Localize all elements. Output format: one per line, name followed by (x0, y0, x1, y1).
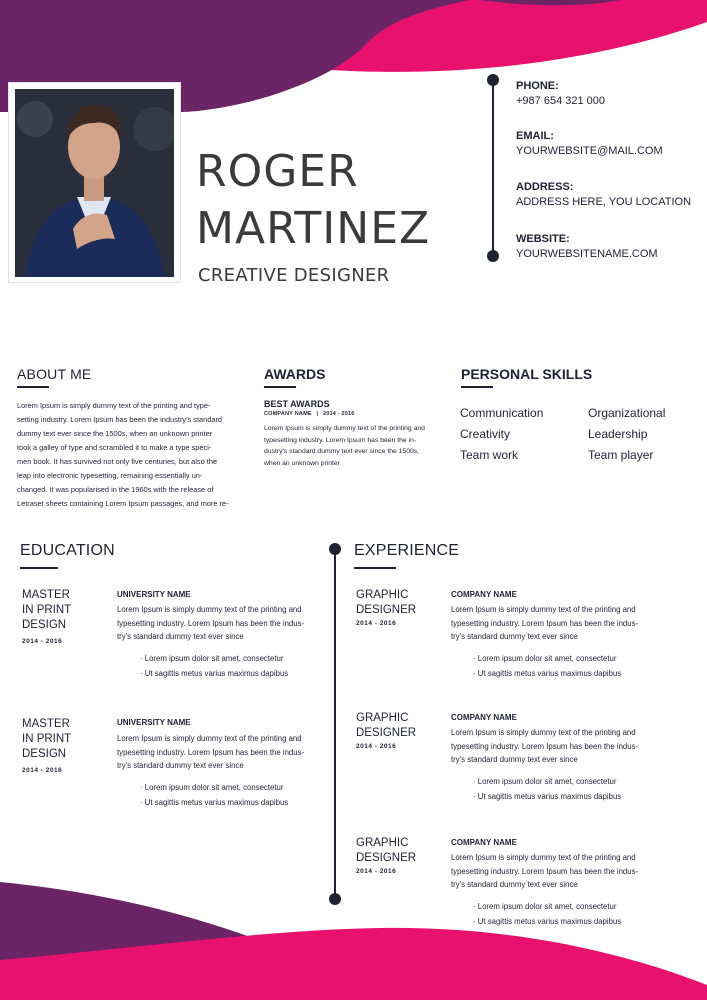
contact-timeline-line (492, 80, 494, 257)
skill-item: Communication (460, 406, 544, 420)
desc-line: try's standard dummy text ever since (117, 632, 244, 641)
bullet-item: · Lorem ipsum dolor sit amet, consectetur (140, 783, 284, 792)
address-label: ADDRESS: (516, 181, 574, 193)
awards-underline (264, 386, 296, 388)
last-name: MARTINEZ (196, 203, 431, 254)
desc-line: Lorem Ipsum is simply dummy text of the printing and (451, 605, 636, 614)
website-label: WEBSITE: (516, 233, 570, 245)
about-heading: ABOUT ME (17, 366, 92, 382)
experience-timeline-dot-top (329, 543, 341, 555)
bullet-item: · Lorem ipsum dolor sit amet, consectetur (140, 654, 284, 663)
award-line: when an unknown printer (264, 459, 340, 467)
award-line: Lorem Ipsum is simply dummy text of the printing and (264, 425, 425, 432)
title-line: GRAPHIC (356, 712, 409, 724)
education-bullets (140, 780, 288, 810)
desc-line: try's standard dummy text ever since (451, 632, 578, 641)
education-heading: EDUCATION (20, 542, 115, 559)
degree-line: DESIGN (22, 619, 67, 631)
bullet-item: · Ut sagittis metus varius maximus dapibus (473, 917, 622, 926)
phone-value: +987 654 321 000 (516, 95, 606, 107)
about-line: setting industry. Lorem Ipsum has been the industry's standard (17, 415, 223, 424)
experience-timeline-dot-bottom (329, 893, 341, 905)
experience-org: COMPANY NAME (451, 590, 517, 599)
degree-line: MASTER (22, 589, 70, 601)
degree-line: IN PRINT (22, 733, 72, 745)
experience-underline (354, 567, 396, 569)
experience-title (356, 588, 416, 618)
skill-item: Organizational (588, 406, 666, 420)
desc-line: typesetting industry. Lorem Ipsum has been the indus- (451, 866, 639, 876)
experience-title (356, 836, 416, 866)
about-line: leap into electronic typesetting, remaining essentially un- (17, 471, 203, 480)
experience-title (356, 711, 416, 741)
experience-bullets (473, 774, 621, 804)
award-line: typesetting industry. Lorem Ipsum has been the in- (264, 436, 417, 444)
desc-line: typesetting industry. Lorem Ipsum has been the indus- (451, 741, 639, 751)
skills-underline (461, 386, 493, 388)
experience-years: 2014 - 2016 (356, 868, 397, 875)
education-years: 2014 - 2016 (22, 767, 63, 774)
bullet-item: · Ut sagittis metus varius maximus dapibus (140, 669, 289, 678)
degree-line: DESIGN (22, 748, 67, 760)
experience-years: 2014 - 2016 (356, 620, 397, 627)
email-value: YOURWEBSITE@MAIL.COM (516, 145, 663, 157)
about-line: Lorem Ipsum is simply dummy text of the printing and type- (17, 401, 211, 410)
degree-line: MASTER (22, 718, 70, 730)
experience-years: 2014 - 2016 (356, 743, 397, 750)
title-line: DESIGNER (356, 852, 417, 864)
skill-item: Team work (460, 448, 519, 462)
desc-line: Lorem Ipsum is simply dummy text of the printing and (451, 728, 636, 737)
about-line: men book. It has survived not only five centuries, but also the (17, 457, 218, 466)
desc-line: typesetting industry. Lorem Ipsum has been the indus- (451, 618, 639, 628)
about-line: changed. It was popularised in the 1960s with the release of (17, 485, 214, 494)
award-separator: | (316, 411, 319, 417)
award-years: 2014 - 2016 (322, 411, 355, 417)
award-meta (264, 411, 355, 417)
desc-line: try's standard dummy text ever since (451, 755, 578, 764)
experience-description (451, 726, 666, 767)
award-company: COMPANY NAME (264, 411, 312, 417)
award-description (264, 423, 439, 469)
contact-timeline-dot-top (487, 74, 499, 86)
about-text (17, 399, 252, 511)
education-org: UNIVERSITY NAME (117, 590, 191, 599)
education-org: UNIVERSITY NAME (117, 718, 191, 727)
website-value: YOURWEBSITENAME.COM (516, 248, 658, 260)
skill-item: Creativity (460, 427, 511, 441)
education-underline (20, 567, 58, 569)
education-bullets (140, 651, 288, 681)
skill-item: Team player (588, 448, 654, 462)
experience-timeline-line (334, 548, 336, 900)
education-description (117, 732, 332, 773)
experience-description (451, 603, 666, 644)
experience-description (451, 851, 666, 892)
desc-line: try's standard dummy text ever since (451, 880, 578, 889)
phone-label: PHONE: (516, 80, 559, 92)
contact-timeline-dot-bottom (487, 250, 499, 262)
bullet-item: · Ut sagittis metus varius maximus dapibus (473, 792, 622, 801)
experience-org: COMPANY NAME (451, 838, 517, 847)
desc-line: Lorem Ipsum is simply dummy text of the printing and (451, 853, 636, 862)
awards-heading: AWARDS (264, 366, 326, 382)
about-line: dummy text ever since the 1500s, when an unknown printer (17, 429, 213, 438)
education-degree (22, 717, 71, 762)
experience-heading: EXPERIENCE (354, 542, 460, 559)
desc-line: typesetting industry. Lorem Ipsum has been the indus- (117, 618, 305, 628)
bullet-item: · Ut sagittis metus varius maximus dapibus (473, 669, 622, 678)
skill-item: Leadership (588, 427, 648, 441)
education-years: 2014 - 2016 (22, 638, 63, 645)
award-line: dustry's standard dummy text ever since the 1500s, (264, 448, 420, 455)
skills-heading: PERSONAL SKILLS (461, 366, 593, 382)
portrait-illustration (15, 89, 174, 277)
degree-line: IN PRINT (22, 604, 72, 616)
bullet-item: · Ut sagittis metus varius maximus dapibus (140, 798, 289, 807)
about-line: took a galley of type and scrambled it to make a type speci- (17, 443, 212, 452)
desc-line: Lorem Ipsum is simply dummy text of the printing and (117, 605, 302, 614)
job-title: CREATIVE DESIGNER (198, 265, 390, 286)
experience-bullets (473, 651, 621, 681)
about-underline (17, 386, 49, 388)
email-label: EMAIL: (516, 130, 554, 142)
experience-bullets (473, 899, 621, 929)
title-line: GRAPHIC (356, 837, 409, 849)
address-value: ADDRESS HERE, YOU LOCATION (516, 196, 692, 208)
award-title: BEST AWARDS (264, 399, 330, 409)
desc-line: try's standard dummy text ever since (117, 761, 244, 770)
desc-line: Lorem Ipsum is simply dummy text of the printing and (117, 734, 302, 743)
first-name: ROGER (196, 146, 359, 197)
desc-line: typesetting industry. Lorem Ipsum has been the indus- (117, 747, 305, 757)
education-degree (22, 588, 71, 633)
bullet-item: · Lorem ipsum dolor sit amet, consectetur (473, 902, 617, 911)
bullet-item: · Lorem ipsum dolor sit amet, consectetur (473, 777, 617, 786)
about-line: Letraset sheets containing Lorem Ipsum passages, and more re- (17, 499, 229, 508)
title-line: GRAPHIC (356, 589, 409, 601)
portrait-photo (15, 89, 174, 277)
title-line: DESIGNER (356, 604, 417, 616)
experience-org: COMPANY NAME (451, 713, 517, 722)
bullet-item: · Lorem ipsum dolor sit amet, consectetur (473, 654, 617, 663)
education-description (117, 603, 332, 644)
title-line: DESIGNER (356, 727, 417, 739)
